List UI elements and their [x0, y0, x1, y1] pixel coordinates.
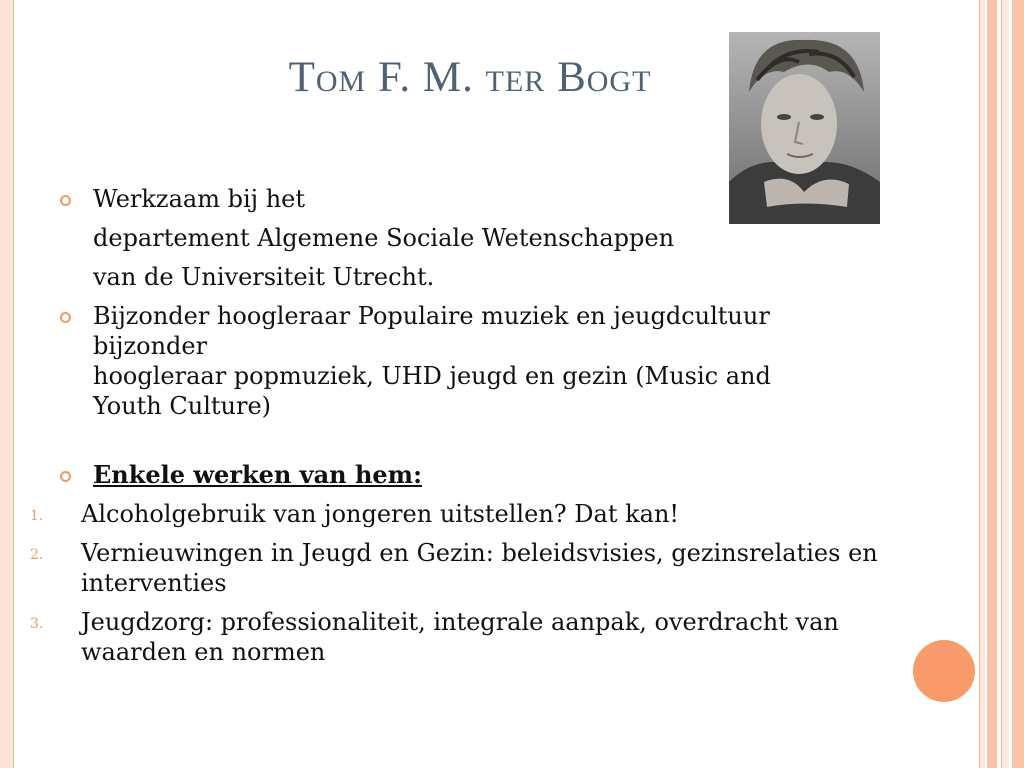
works-number: 2. [30, 547, 44, 563]
works-text: Vernieuwingen in Jeugd en Gezin: beleidsvisies, gezinsrelaties en interventies [81, 539, 878, 597]
stripe-3 [1001, 0, 1009, 768]
bullet-item-works [60, 460, 890, 490]
bullet-1-line-2: departement Algemene Sociale Wetenschappen [93, 224, 675, 252]
bullet-1-line-1: Werkzaam bij het [93, 185, 305, 213]
bullet-icon [60, 195, 71, 206]
left-border [0, 0, 14, 768]
works-list [30, 499, 890, 667]
right-stripes [979, 0, 1024, 768]
works-item-3 [27, 607, 890, 667]
decorative-circle [913, 640, 975, 702]
works-number: 1. [30, 508, 44, 524]
bullet-2-line-3: hoogleraar popmuziek, UHD jeugd en gezin (Music and [93, 362, 771, 390]
works-text: Alcoholgebruik van jongeren uitstellen? Dat kan! [81, 500, 680, 528]
bullet-item-1 [60, 184, 890, 292]
stripe-1 [979, 0, 985, 768]
bullet-2-line-1: Bijzonder hoogleraar Populaire muziek en jeugdcultuur [93, 302, 770, 330]
spacer [60, 430, 890, 460]
works-item-1 [27, 499, 890, 529]
works-item-2 [27, 538, 890, 598]
stripe-4 [1012, 0, 1024, 768]
bullet-icon [60, 471, 71, 482]
bullet-2-line-4: Youth Culture) [93, 392, 272, 420]
bullet-1-line-3: van de Universiteit Utrecht. [93, 263, 435, 291]
bullet-icon [60, 312, 71, 323]
works-number: 3. [30, 616, 44, 632]
bullet-item-2 [60, 301, 890, 421]
works-heading: Enkele werken van hem: [93, 460, 422, 489]
stripe-2 [987, 0, 997, 768]
slide-content [30, 184, 890, 676]
works-text: Jeugdzorg: professionaliteit, integrale aanpak, overdracht van waarden en normen [81, 608, 839, 666]
bullet-2-line-2: bijzonder [93, 332, 208, 360]
slide-title: Tom F. M. ter Bogt [288, 54, 652, 101]
